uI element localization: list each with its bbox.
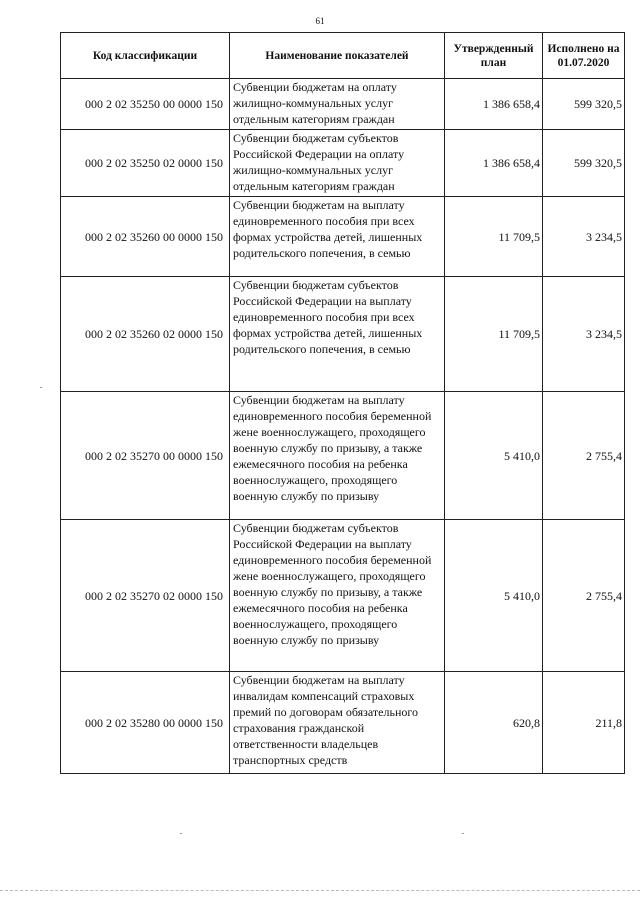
row-code: 000 2 02 35250 02 0000 150 xyxy=(61,130,230,197)
table-row xyxy=(61,79,625,130)
header-done: Исполнено на 01.07.2020 xyxy=(543,33,625,79)
header-code: Код классификации xyxy=(61,33,230,79)
table-row xyxy=(61,392,625,520)
table-header-row xyxy=(61,33,625,79)
row-code: 000 2 02 35260 02 0000 150 xyxy=(61,277,230,392)
table-row xyxy=(61,130,625,197)
scan-artifact-line xyxy=(0,890,640,894)
row-plan: 5 410,0 xyxy=(445,392,543,520)
budget-table xyxy=(60,32,625,774)
row-plan: 620,8 xyxy=(445,672,543,774)
row-done: 3 234,5 xyxy=(543,197,625,277)
row-done: 3 234,5 xyxy=(543,277,625,392)
scan-artifact-dot xyxy=(462,833,464,834)
scan-artifact-dot xyxy=(180,833,182,834)
row-code: 000 2 02 35280 00 0000 150 xyxy=(61,672,230,774)
row-done: 2 755,4 xyxy=(543,520,625,672)
row-name: Субвенции бюджетам на оплату жилищно-коммунальных услуг отдельным категориям граждан xyxy=(230,79,445,130)
table-row xyxy=(61,197,625,277)
row-plan: 11 709,5 xyxy=(445,277,543,392)
row-plan: 11 709,5 xyxy=(445,197,543,277)
row-name: Субвенции бюджетам на выплату инвалидам компенсаций страховых премий по договорам обязательного страхования гражданской ответственности владельцев транспортных средств xyxy=(230,672,445,774)
header-plan: Утвержденный план xyxy=(445,33,543,79)
row-done: 599 320,5 xyxy=(543,130,625,197)
table-row xyxy=(61,672,625,774)
header-name: Наименование показателей xyxy=(230,33,445,79)
row-plan: 1 386 658,4 xyxy=(445,130,543,197)
row-code: 000 2 02 35270 00 0000 150 xyxy=(61,392,230,520)
row-name: Субвенции бюджетам субъектов Российской Федерации на выплату единовременного пособия при всех формах устройства детей, лишенных родительского попечения, в семью xyxy=(230,277,445,392)
scan-artifact-dot xyxy=(40,387,42,388)
row-done: 211,8 xyxy=(543,672,625,774)
row-done: 599 320,5 xyxy=(543,79,625,130)
row-code: 000 2 02 35250 00 0000 150 xyxy=(61,79,230,130)
row-name: Субвенции бюджетам на выплату единовременного пособия беременной жене военнослужащего, проходящего военную службу по призыву, а также ежемесячного пособия на ребенка военнослужащего, проходящего военную службу по призыву xyxy=(230,392,445,520)
table-row xyxy=(61,277,625,392)
row-code: 000 2 02 35270 02 0000 150 xyxy=(61,520,230,672)
row-name: Субвенции бюджетам субъектов Российской Федерации на оплату жилищно-коммунальных услуг отдельным категориям граждан xyxy=(230,130,445,197)
row-code: 000 2 02 35260 00 0000 150 xyxy=(61,197,230,277)
row-plan: 5 410,0 xyxy=(445,520,543,672)
page-number: 61 xyxy=(315,16,325,26)
row-plan: 1 386 658,4 xyxy=(445,79,543,130)
row-name: Субвенции бюджетам субъектов Российской Федерации на выплату единовременного пособия беременной жене военнослужащего, проходящего военную службу по призыву, а также ежемесячного пособия на ребенка военнослужащего, проходящего военную службу по призыву xyxy=(230,520,445,672)
row-name: Субвенции бюджетам на выплату единовременного пособия при всех формах устройства детей, лишенных родительского попечения, в семью xyxy=(230,197,445,277)
row-done: 2 755,4 xyxy=(543,392,625,520)
table-row xyxy=(61,520,625,672)
